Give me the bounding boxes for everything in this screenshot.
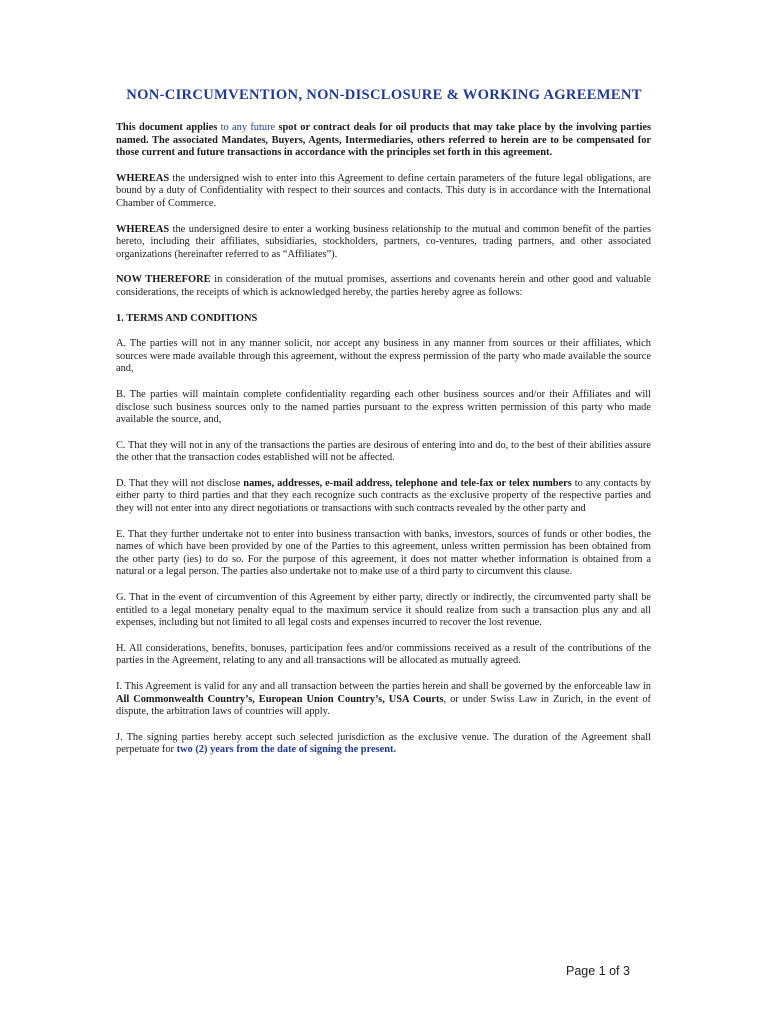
whereas-paragraph-2 [116, 224, 651, 262]
clause-h: H. All considerations, benefits, bonuses, participation fees and/or commissions received as a result of the contributions of the parties in the Agreement, relating to any and all transactions will be allocated as mutually agreed. [116, 642, 651, 667]
clause-j-highlight: two (2) years from the date of signing the present. [176, 744, 397, 756]
intro-text-b: spot or contract deals for oil products that may take place by the involving parties named. The associated Mandates, Buyers, Agents, Intermediaries, others referred to herein are to be compensated for those current and future transactions in accordance with the principles set forth in this agreement. [116, 122, 651, 159]
clause-a: A. The parties will not in any manner solicit, nor accept any business in any manner from sources or their affiliates, which sources were made available through this agreement, without the express permission of the party who made available the source and, [116, 338, 651, 375]
page-number: Page 1 of 3 [566, 964, 630, 978]
clause-j-pre: J. The signing parties hereby accept such selected jurisdiction as the exclusive venue. The duration of the Agreement shall perpetuate for [116, 731, 651, 756]
clause-i-pre: I. This Agreement is valid for any and all transaction between the parties herein and shall be governed by the enforceable law in [116, 681, 651, 692]
clause-d-post: to any contacts by either party to third parties and that they each recognize such contracts as the exclusive property of the respective parties and they will not enter into any direct negotiations or transactions with such contracts revealed by the other party and [116, 477, 651, 515]
section-heading: 1. TERMS AND CONDITIONS [116, 312, 258, 324]
clause-i-post: , or under Swiss Law in Zurich, in the event of dispute, the arbitration laws of countries will apply. [116, 693, 651, 718]
whereas-text-2: the undersigned desire to enter a working business relationship to the mutual and common benefit of the parties hereto, including their affiliates, subsidiaries, stockholders, partners, co-ventures, trading partners, and other associated organizations (hereinafter referred to as “Affiliates”). [116, 223, 651, 260]
now-therefore-lead: NOW THEREFORE [116, 274, 211, 286]
clause-d-bold: names, addresses, e-mail address, telephone and tele-fax or telex numbers [243, 477, 572, 489]
intro-text-a: This document applies [116, 122, 218, 133]
intro-highlight: to any future [220, 122, 276, 133]
clause-d-pre: D. That they will not disclose [116, 477, 241, 489]
clause-j [116, 732, 651, 757]
clause-i-bold: All Commonwealth Country’s, European Union Country’s, USA Courts [116, 693, 444, 705]
clause-b: B. The parties will maintain complete confidentiality regarding each other business sources and/or their Affiliates and will disclose such business sources only to the named parties pursuant to the express written permission of this party who made available the source, and, [116, 388, 651, 426]
clause-i [116, 681, 651, 719]
intro-paragraph [116, 122, 651, 160]
clause-c: C. That they will not in any of the transactions the parties are desirous of entering into and do, to the best of their abilities assure the other that the transaction codes established will not be affected. [116, 439, 651, 464]
document-title: NON-CIRCUMVENTION, NON-DISCLOSURE & WORKING AGREEMENT [126, 87, 642, 103]
whereas-paragraph-1 [116, 173, 651, 211]
whereas-lead-1: WHEREAS [116, 172, 170, 184]
clause-e: E. That they further undertake not to enter into business transaction with banks, investors, sources of funds or other bodies, the names of which have been provided by one of the Parties to this agreement, unless written permission has been obtained from the other party (ies) to do so. For the purpose of this agreement, it does not matter whether information is obtained from a natural or a legal person. The parties also undertake not to make use of a third party to circumvent this clause. [116, 528, 651, 578]
now-therefore-paragraph [116, 274, 651, 299]
clause-g: G. That in the event of circumvention of this Agreement by either party, directly or indirectly, the circumvented party shall be entitled to a legal monetary penalty equal to the maximum service it should realize from such a transaction plus any and all expenses, including but not limited to all legal costs and expenses incurred to recover the lost revenue. [116, 592, 651, 629]
whereas-text-1: the undersigned wish to enter into this Agreement to define certain parameters of the future legal obligations, are bound by a duty of Confidentiality with respect to their sources and contacts. This duty is in accordance with the International Chamber of Commerce. [116, 172, 651, 209]
whereas-lead-2: WHEREAS [116, 223, 170, 235]
document-body [116, 122, 651, 770]
now-therefore-text: in consideration of the mutual promises, assertions and covenants herein and other good and valuable considerations, the receipts of which is acknowledged hereby, the parties hereby agree as follows: [116, 274, 651, 298]
clause-d [116, 478, 651, 516]
